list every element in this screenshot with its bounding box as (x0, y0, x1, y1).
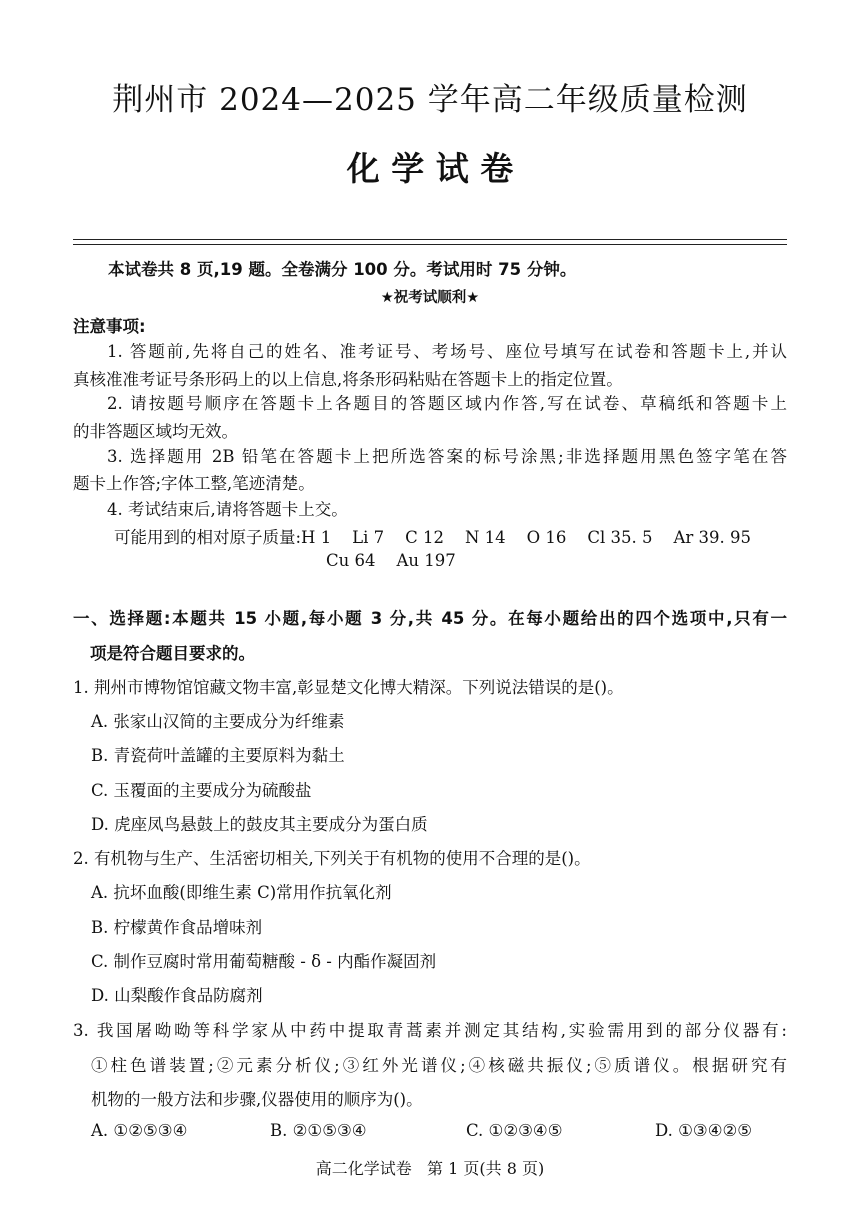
divider-rule-thin (73, 244, 787, 245)
question-3-option-d: D. ①③④②⑤ (655, 1121, 753, 1140)
question-3-option-a: A. ①②⑤③④ (91, 1121, 188, 1140)
page-title: 荆州市 2024—2025 学年高二年级质量检测 (112, 82, 748, 118)
subject-title: 化 学 试 卷 (346, 149, 514, 188)
blessing: ★祝考试顺利★ (380, 290, 480, 306)
section-heading-cont: 项是符合题目要求的。 (90, 644, 255, 663)
notice-line: 真核准准考证号条形码上的以上信息,将条形码粘贴在答题卡上的指定位置。 (73, 370, 623, 389)
question-3-option-c: C. ①②③④⑤ (466, 1121, 563, 1140)
exam-summary: 本试卷共 8 页,19 题。全卷满分 100 分。考试用时 75 分钟。 (108, 260, 577, 279)
notice-line: 题卡上作答;字体工整,笔迹清楚。 (73, 474, 315, 493)
question-2-option-a: A. 抗坏血酸(即维生素 C)常用作抗氧化剂 (91, 883, 392, 902)
question-1-option-c: C. 玉覆面的主要成分为硫酸盐 (91, 781, 312, 800)
notice-line: 3. 选择题用 2B 铅笔在答题卡上把所选答案的标号涂黑;非选择题用黑色签字笔在答 (107, 447, 787, 466)
question-1-option-a: A. 张家山汉简的主要成分为纤维素 (91, 712, 345, 731)
page-footer: 高二化学试卷 第 1 页(共 8 页) (315, 1159, 545, 1178)
notice-line: 的非答题区域均无效。 (73, 422, 238, 441)
notice-line: 2. 请按题号顺序在答题卡上各题目的答题区域内作答,写在试卷、草稿纸和答题卡上 (107, 394, 787, 413)
notice-line: 4. 考试结束后,请将答题卡上交。 (107, 500, 348, 519)
question-3-stem-cont: 机物的一般方法和步骤,仪器使用的顺序为()。 (91, 1090, 423, 1109)
question-1-option-b: B. 青瓷荷叶盖罐的主要原料为黏土 (91, 746, 345, 765)
question-2-option-d: D. 山梨酸作食品防腐剂 (91, 986, 263, 1005)
atomic-masses: 可能用到的相对原子质量:H 1 Li 7 C 12 N 14 O 16 Cl 35. 5 Ar 39. 95 (114, 528, 752, 547)
question-1-stem: 1. 荆州市博物馆馆藏文物丰富,彰显楚文化博大精深。下列说法错误的是()。 (73, 678, 624, 697)
atomic-masses-cont: Cu 64 Au 197 (326, 551, 456, 570)
question-2-stem: 2. 有机物与生产、生活密切相关,下列关于有机物的使用不合理的是()。 (73, 849, 591, 868)
question-3-option-b: B. ②①⑤③④ (270, 1121, 367, 1140)
question-3-stem: 3. 我国屠呦呦等科学家从中药中提取青蒿素并测定其结构,实验需用到的部分仪器有: (73, 1021, 787, 1040)
question-2-option-b: B. 柠檬黄作食品增味剂 (91, 918, 263, 937)
divider-rule (73, 239, 787, 240)
notice-line: 1. 答题前,先将自己的姓名、准考证号、考场号、座位号填写在试卷和答题卡上,并认 (107, 342, 787, 361)
question-1-option-d: D. 虎座凤鸟悬鼓上的鼓皮其主要成分为蛋白质 (91, 815, 428, 834)
question-2-option-c: C. 制作豆腐时常用葡萄糖酸 - δ - 内酯作凝固剂 (91, 952, 437, 971)
section-heading: 一、选择题:本题共 15 小题,每小题 3 分,共 45 分。在每小题给出的四个选项中,只有一 (73, 609, 787, 628)
question-3-stem-cont: ①柱色谱装置;②元素分析仪;③红外光谱仪;④核磁共振仪;⑤质谱仪。根据研究有 (91, 1056, 787, 1075)
notice-title: 注意事项: (73, 317, 146, 336)
